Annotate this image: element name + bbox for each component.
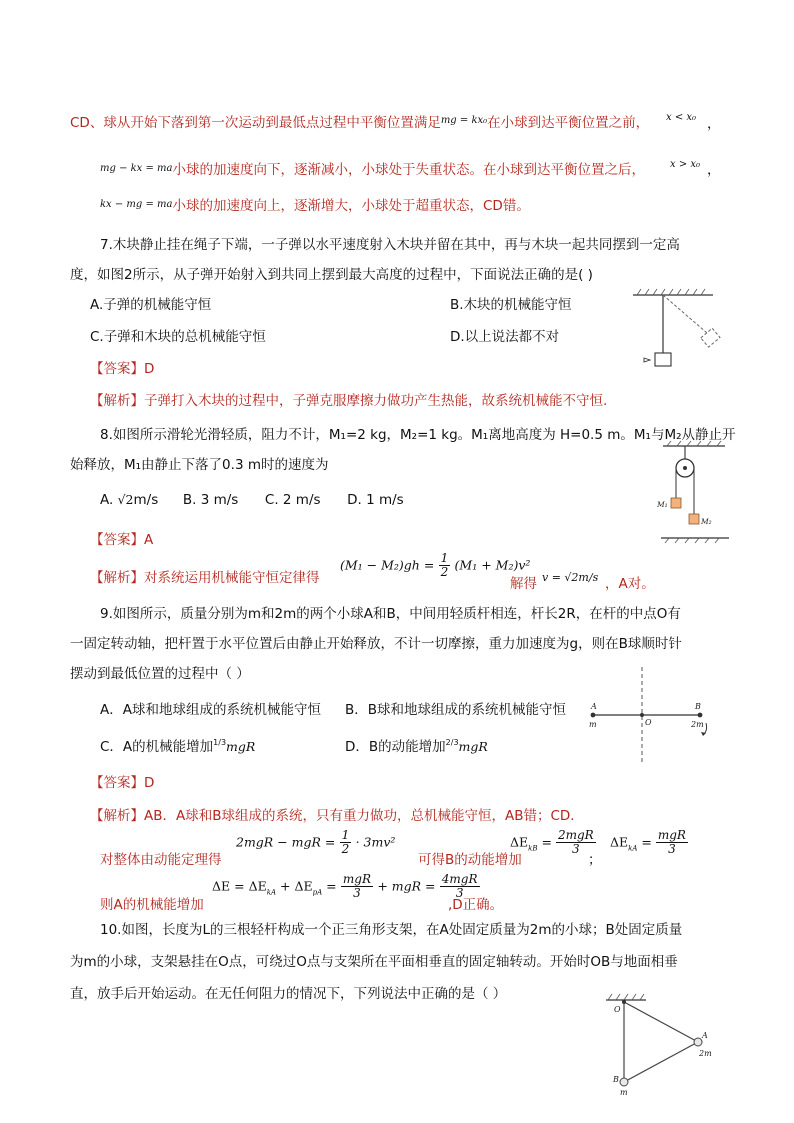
cd-line2	[100, 158, 645, 178]
answer-value: A	[144, 532, 154, 548]
q8-pulley-figure	[655, 440, 735, 545]
cd-cond1	[666, 108, 696, 124]
fig-label-2m: 2m	[691, 720, 704, 729]
q7-option-c: C.子弹和木块的总机械能守恒	[90, 329, 266, 345]
frac-den: 3	[668, 842, 676, 857]
eq-rhs: (M₁ + M₂)v²	[454, 557, 531, 573]
option-c-math: mgR	[226, 739, 256, 754]
q8-stem-line1: 8.如图所示滑轮光滑轻质，阻力不计，M₁=2 kg，M₂=1 kg。M₁离地高度为 H=0.5 m。M₁与M₂从静止开	[100, 427, 736, 443]
eq4-sub2: pA	[312, 888, 323, 897]
eq4-equals: =	[322, 878, 337, 894]
analysis-label: 【解析】	[90, 808, 144, 824]
option-d-text: D．B的动能增加	[345, 739, 446, 755]
q9-analysis-line1	[90, 804, 584, 824]
cd-line1	[70, 111, 649, 131]
frac-num: mgR	[657, 828, 686, 842]
q8-analysis-c: ，A对。	[605, 576, 655, 592]
frac-num: 2mgR	[557, 828, 594, 842]
eq2-delta: ΔE	[510, 834, 529, 850]
frac-num: 4mgR	[441, 872, 478, 886]
q9-option-d	[345, 735, 488, 755]
eq1-rhs: · 3mv²	[355, 834, 396, 850]
q8-equation	[340, 552, 530, 579]
analysis-text: AB．A球和B球组成的系统，只有重力做功，总机械能守恒，AB错；CD．	[144, 808, 584, 824]
fig-label-b: B	[613, 1075, 619, 1084]
fig-label-m: m	[620, 1088, 628, 1097]
eq4-lhs: ΔE = ΔE	[212, 878, 267, 894]
eq4-sub1: kA	[266, 888, 277, 897]
eq-lhs: (M₁ − M₂)gh =	[340, 557, 435, 573]
cd-line1-text-b: 在小球到达平衡位置之前，	[487, 115, 650, 131]
answer-label: 【答案】	[90, 532, 144, 548]
q8-option-a-prefix: A.	[100, 492, 114, 508]
answer-value: D	[144, 775, 155, 791]
fig-label-m: m	[589, 720, 597, 729]
q7-analysis	[90, 389, 607, 409]
q8-option-a-unit: m/s	[133, 492, 159, 508]
analysis-label: 【解析】	[90, 393, 144, 409]
q9-analysis-line2-a: 对整体由动能定理得	[100, 852, 222, 868]
frac-den: 2	[440, 565, 449, 580]
eq-2: mg − kx = ma	[100, 163, 173, 174]
eq1-lhs: 2mgR − mgR =	[236, 834, 336, 850]
eq4-fraction1	[341, 873, 373, 900]
frac-den: 3	[572, 842, 580, 857]
q8-solution	[542, 569, 598, 585]
fig-label-2m: 2m	[699, 1049, 712, 1058]
fig-label-b: B	[695, 702, 701, 711]
cd-line1-text-a: CD、球从开始下落到第一次运动到最低点过程中平衡位置满足	[70, 115, 441, 131]
eq4-mid: + ΔE	[276, 878, 313, 894]
q9-stem-line2: 一固定转动轴，把杆置于水平位置后由静止开始释放，不计一切摩擦，重力加速度为g，则在B球顺时针	[70, 636, 682, 652]
cd-line3	[100, 194, 530, 214]
q8-option-b: B. 3 m/s	[182, 492, 239, 508]
q8-option-c: C. 2 m/s	[264, 492, 321, 508]
q8-options	[100, 492, 404, 508]
answer-label: 【答案】	[90, 775, 144, 791]
q7-option-d: D.以上说法都不对	[450, 329, 560, 345]
eq-balance: mg = kx₀	[440, 115, 488, 126]
q9-option-a: A．A球和地球组成的系统机械能守恒	[100, 702, 321, 718]
q9-analysis-line3-b: ,D正确。	[448, 897, 504, 913]
option-c-fraction: 1/3	[213, 738, 227, 747]
q8-option-a-sqrt: √2	[117, 492, 134, 507]
fig-label-a: A	[702, 1031, 708, 1040]
q7-stem-line2: 度，如图2所示，从子弹开始射入到共同上摆到最大高度的过程中，下面说法正确的是( )	[70, 267, 593, 283]
q10-stem-line2: 为m的小球，支架悬挂在O点，可绕过O点与支架所在平面相垂直的固定轴转动。开始时OB与地面相垂	[70, 954, 678, 970]
eq-3: kx − mg = ma	[100, 199, 173, 210]
q8-analysis-b: 解得	[510, 576, 537, 592]
eq3-delta: ΔE	[610, 834, 629, 850]
q8-option-d: D. 1 m/s	[347, 492, 404, 508]
cd-line3-text: 小球的加速度向上，逐渐增大，小球处于超重状态，CD错。	[172, 198, 530, 214]
q9-option-c	[100, 735, 255, 755]
cond2-math: x > x₀	[670, 159, 701, 170]
option-d-fraction: 2/3	[445, 738, 459, 747]
q10-stem-line1: 10.如图，长度为L的三根轻杆构成一个正三角形支架，在A处固定质量为2m的小球；B处固定质量	[100, 922, 683, 938]
cd-line2-end: ，	[707, 162, 721, 178]
q9-answer	[90, 771, 154, 791]
q9-eq2: $\Delta E_{kB}$ = $\frac{\text{2mgR}}{3}$	[510, 828, 594, 857]
eq4-plus: + mgR =	[377, 878, 436, 894]
eq3-sub: kA	[628, 844, 638, 853]
q7-option-a: A.子弹的机械能守恒	[90, 297, 212, 313]
q9-analysis-line3-a: 则A的机械能增加	[100, 897, 204, 913]
q10-triangle-figure	[598, 990, 723, 1105]
analysis-text-a: 对系统运用机械能守恒定律得	[144, 570, 320, 586]
analysis-text: 子弹打入木块的过程中，子弹克服摩擦力做功产生热能，故系统机械能不守恒.	[144, 393, 608, 409]
q9-eq3: $\Delta E_{kA}$ = $\frac{\text{mgR}}{3}$	[610, 828, 686, 857]
frac-den: 2	[341, 842, 350, 857]
fig-label-m1: M₁	[657, 500, 668, 509]
option-d-math: mgR	[458, 739, 488, 754]
q7-answer	[90, 357, 154, 377]
q9-stem-line3: 摆动到最低位置的过程中（ ）	[70, 666, 250, 682]
cond1-math: x < x₀	[666, 112, 697, 123]
frac-num: 1	[341, 828, 350, 842]
q9-option-b: B．B球和地球组成的系统机械能守恒	[345, 702, 567, 718]
q8-answer	[90, 528, 153, 548]
q9-eq4	[212, 873, 480, 900]
answer-label: 【答案】	[90, 361, 144, 377]
q8-stem-line2: 始释放，M₁由静止下落了0.3 m时的速度为	[70, 457, 329, 473]
q7-pendulum-figure	[625, 285, 745, 370]
q8-analysis	[90, 566, 320, 586]
analysis-label: 【解析】	[90, 570, 144, 586]
fig-label-o: O	[645, 718, 652, 727]
frac-den: 3	[353, 886, 361, 901]
q9-analysis-line2-b: 可得B的动能增加	[418, 852, 522, 868]
q9-rod-figure	[585, 665, 715, 770]
eq1-half	[340, 829, 352, 856]
q10-stem-line3: 直，放手后开始运动。在无任何阻力的情况下，下列说法中正确的是（ ）	[70, 986, 507, 1002]
q7-option-b: B.木块的机械能守恒	[450, 297, 572, 313]
option-c-text: C．A的机械能增加	[100, 739, 214, 755]
frac-num: 1	[440, 551, 449, 565]
cd-line2-text: 小球的加速度向下，逐渐减小，小球处于失重状态。在小球到达平衡位置之后，	[172, 162, 645, 178]
answer-value: D	[144, 361, 155, 377]
eq-half	[439, 552, 451, 579]
fig-label-o: O	[614, 1005, 621, 1014]
cd-cond2	[670, 155, 700, 171]
frac-den: 3	[455, 886, 464, 901]
solution-math: v = √2m/s	[542, 571, 599, 584]
eq3-fraction	[656, 829, 688, 856]
q7-stem-line1: 7.木块静止挂在绳子下端，一子弹以水平速度射入木块并留在其中，再与木块一起共同摆到一定高	[100, 237, 680, 253]
fig-label-m2: M₂	[701, 517, 712, 526]
frac-num: mgR	[342, 872, 372, 886]
q9-stem-line1: 9.如图所示，质量分别为m和2m的两个小球A和B，中间用轻质杆相连，杆长2R，在杆的中点O有	[100, 606, 681, 622]
cd-line1-end: ，	[707, 116, 721, 132]
q9-eq1	[236, 829, 395, 856]
eq2-sub: kB	[528, 844, 538, 853]
q9-sep: ；	[588, 852, 602, 868]
fig-label-a: A	[591, 702, 597, 711]
